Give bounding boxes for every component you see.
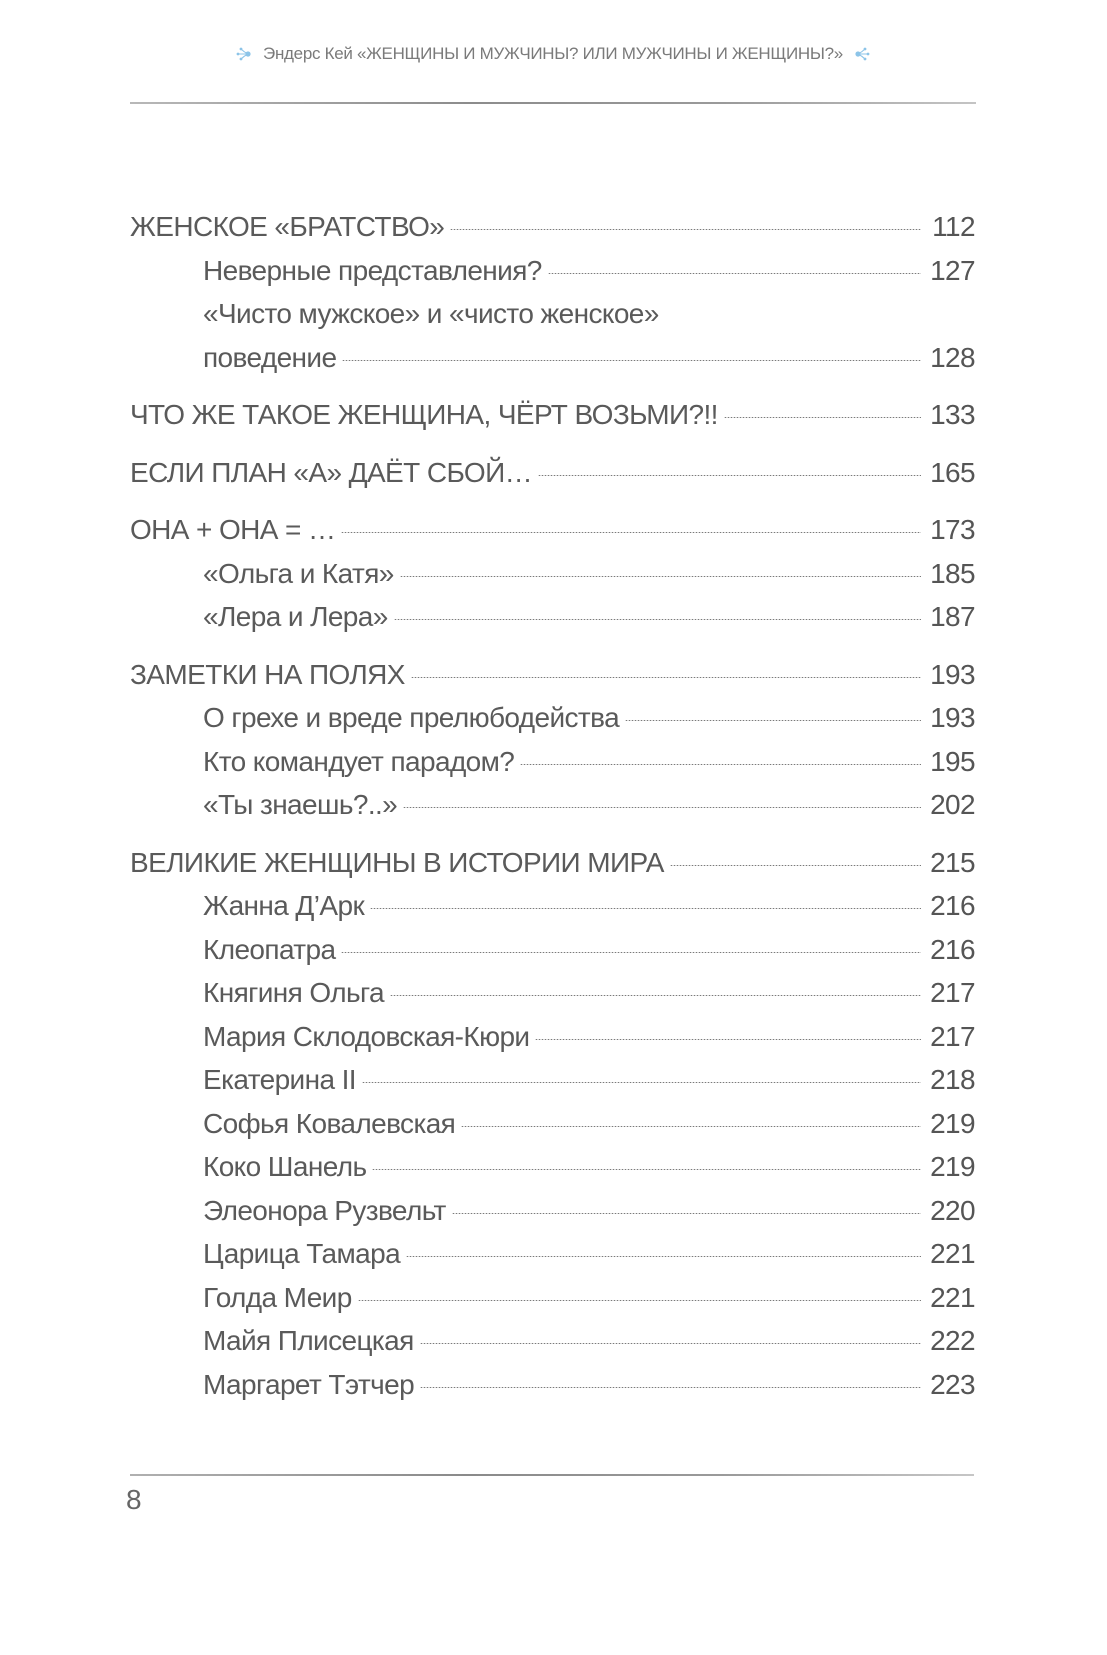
toc-entry-section bbox=[130, 1189, 975, 1233]
toc-entry-chapter bbox=[130, 393, 975, 437]
toc-entry-page: 202 bbox=[930, 789, 975, 820]
toc-entry-title: Майя Плисецкая bbox=[203, 1325, 414, 1356]
toc-entry-chapter bbox=[130, 205, 975, 249]
running-header bbox=[130, 44, 976, 64]
dot-leader bbox=[452, 1213, 921, 1214]
toc-entry-section bbox=[130, 740, 975, 784]
toc-entry-section bbox=[130, 595, 975, 639]
page-number: 8 bbox=[126, 1484, 142, 1515]
toc-entry-title: поведение bbox=[203, 341, 337, 373]
toc-entry-section bbox=[130, 1276, 975, 1320]
toc-entry-page: 112 bbox=[932, 211, 975, 242]
dot-leader bbox=[724, 417, 921, 418]
toc-entry-title: Жанна Д’Арк bbox=[203, 890, 365, 921]
toc-entry-title: «Чисто мужское» и «чисто женское» bbox=[203, 298, 659, 329]
toc-entry-chapter bbox=[130, 451, 975, 495]
toc-entry-title: ВЕЛИКИЕ ЖЕНЩИНЫ В ИСТОРИИ МИРА bbox=[130, 846, 664, 878]
toc-entry-title: Коко Шанель bbox=[203, 1151, 367, 1182]
dot-leader bbox=[420, 1387, 921, 1388]
dot-leader bbox=[341, 952, 921, 953]
toc-entry-page: 222 bbox=[930, 1325, 975, 1356]
toc-entry-page: 221 bbox=[930, 1281, 975, 1313]
toc-entry-title: ЧТО ЖЕ ТАКОЕ ЖЕНЩИНА, ЧЁРТ ВОЗЬМИ?!! bbox=[130, 399, 718, 430]
toc-entry-section bbox=[130, 292, 975, 336]
toc-entry-section bbox=[130, 1015, 975, 1059]
toc-entry-section bbox=[130, 1102, 975, 1146]
toc-entry-title: О грехе и вреде прелюбодейства bbox=[203, 702, 620, 733]
toc-entry-title: ЕСЛИ ПЛАН «А» ДАЁТ СБОЙ… bbox=[130, 456, 533, 488]
toc-entry-page: 195 bbox=[930, 745, 975, 777]
toc-entry-section bbox=[130, 783, 975, 827]
toc-entry-title: Княгиня Ольга bbox=[203, 977, 384, 1008]
toc-entry-page: 219 bbox=[930, 1107, 975, 1139]
toc-entry-title: ЖЕНСКОЕ «БРАТСТВО» bbox=[130, 211, 445, 242]
toc-entry-section bbox=[130, 249, 975, 293]
dot-leader bbox=[520, 764, 921, 765]
dot-leader bbox=[362, 1082, 921, 1083]
dot-leader bbox=[411, 677, 921, 678]
dot-leader bbox=[400, 576, 921, 577]
toc-entry-title: ОНА + ОНА = … bbox=[130, 514, 336, 545]
toc-entry-page: 220 bbox=[930, 1194, 975, 1226]
toc-entry-page: 216 bbox=[930, 933, 975, 965]
toc-entry-section bbox=[130, 1363, 975, 1407]
toc-entry-page: 223 bbox=[930, 1368, 975, 1400]
table-of-contents bbox=[130, 205, 975, 1406]
toc-entry-section bbox=[130, 884, 975, 928]
toc-entry-title: Голда Меир bbox=[203, 1281, 352, 1313]
toc-entry-section bbox=[130, 1145, 975, 1189]
toc-entry-page: 128 bbox=[930, 341, 975, 373]
toc-entry-page: 216 bbox=[930, 890, 975, 921]
dot-leader bbox=[394, 619, 921, 620]
toc-entry-section bbox=[130, 696, 975, 740]
toc-entry-title: Неверные представления? bbox=[203, 254, 542, 286]
fleuron-ornament-icon bbox=[853, 46, 871, 62]
toc-entry-page: 173 bbox=[930, 514, 975, 545]
toc-entry-page: 185 bbox=[930, 557, 975, 589]
dot-leader bbox=[390, 995, 921, 996]
header-title: Эндерс Кей «ЖЕНЩИНЫ И МУЖЧИНЫ? ИЛИ МУЖЧИНЫ И ЖЕНЩИНЫ?» bbox=[263, 44, 843, 63]
dot-leader bbox=[461, 1126, 921, 1127]
toc-entry-title: «Ольга и Катя» bbox=[203, 557, 394, 589]
toc-entry-page: 165 bbox=[930, 456, 975, 488]
dot-leader bbox=[342, 360, 921, 361]
toc-entry-page: 193 bbox=[930, 658, 975, 690]
toc-entry-title: «Лера и Лера» bbox=[203, 601, 388, 632]
toc-entry-section bbox=[130, 552, 975, 596]
toc-entry-title: Элеонора Рузвельт bbox=[203, 1194, 446, 1226]
toc-entry-page: 221 bbox=[930, 1238, 975, 1269]
toc-entry-page: 187 bbox=[930, 601, 975, 632]
dot-leader bbox=[370, 908, 921, 909]
toc-entry-page: 133 bbox=[930, 399, 975, 430]
toc-entry-page: 193 bbox=[930, 702, 975, 733]
toc-entry-title: ЗАМЕТКИ НА ПОЛЯХ bbox=[130, 658, 405, 690]
toc-entry-page: 217 bbox=[930, 977, 975, 1008]
toc-entry-page: 127 bbox=[930, 254, 975, 286]
toc-entry-chapter bbox=[130, 653, 975, 697]
toc-entry-section bbox=[130, 1232, 975, 1276]
dot-leader bbox=[372, 1169, 921, 1170]
toc-entry-page: 219 bbox=[930, 1151, 975, 1182]
dot-leader bbox=[341, 532, 921, 533]
dot-leader bbox=[406, 1256, 921, 1257]
toc-entry-section bbox=[130, 1058, 975, 1102]
toc-entry-title: Царица Тамара bbox=[203, 1238, 401, 1269]
toc-entry-title: Кто командует парадом? bbox=[203, 745, 515, 777]
dot-leader bbox=[403, 807, 921, 808]
dot-leader bbox=[535, 1039, 921, 1040]
dot-leader bbox=[625, 720, 921, 721]
header-rule bbox=[130, 102, 976, 104]
dot-leader bbox=[420, 1343, 921, 1344]
dot-leader bbox=[670, 865, 921, 866]
toc-entry-title: Софья Ковалевская bbox=[203, 1107, 456, 1139]
toc-entry-section bbox=[130, 1319, 975, 1363]
toc-entry-section bbox=[130, 971, 975, 1015]
dot-leader bbox=[450, 229, 921, 230]
toc-entry-chapter bbox=[130, 841, 975, 885]
fleuron-ornament-icon bbox=[235, 46, 253, 62]
toc-entry-chapter bbox=[130, 508, 975, 552]
dot-leader bbox=[548, 273, 921, 274]
toc-entry-title: «Ты знаешь?..» bbox=[203, 789, 398, 820]
dot-leader bbox=[538, 475, 921, 476]
toc-entry-section-continuation bbox=[130, 336, 975, 380]
toc-entry-section bbox=[130, 928, 975, 972]
toc-entry-title: Екатерина II bbox=[203, 1064, 356, 1095]
toc-entry-page: 218 bbox=[930, 1064, 975, 1095]
toc-entry-title: Клеопатра bbox=[203, 933, 336, 965]
toc-entry-title: Мария Склодовская-Кюри bbox=[203, 1020, 530, 1052]
toc-entry-title: Маргарет Тэтчер bbox=[203, 1368, 415, 1400]
toc-entry-page: 217 bbox=[930, 1020, 975, 1052]
footer-rule bbox=[130, 1474, 974, 1476]
dot-leader bbox=[358, 1300, 921, 1301]
toc-entry-page: 215 bbox=[930, 846, 975, 878]
